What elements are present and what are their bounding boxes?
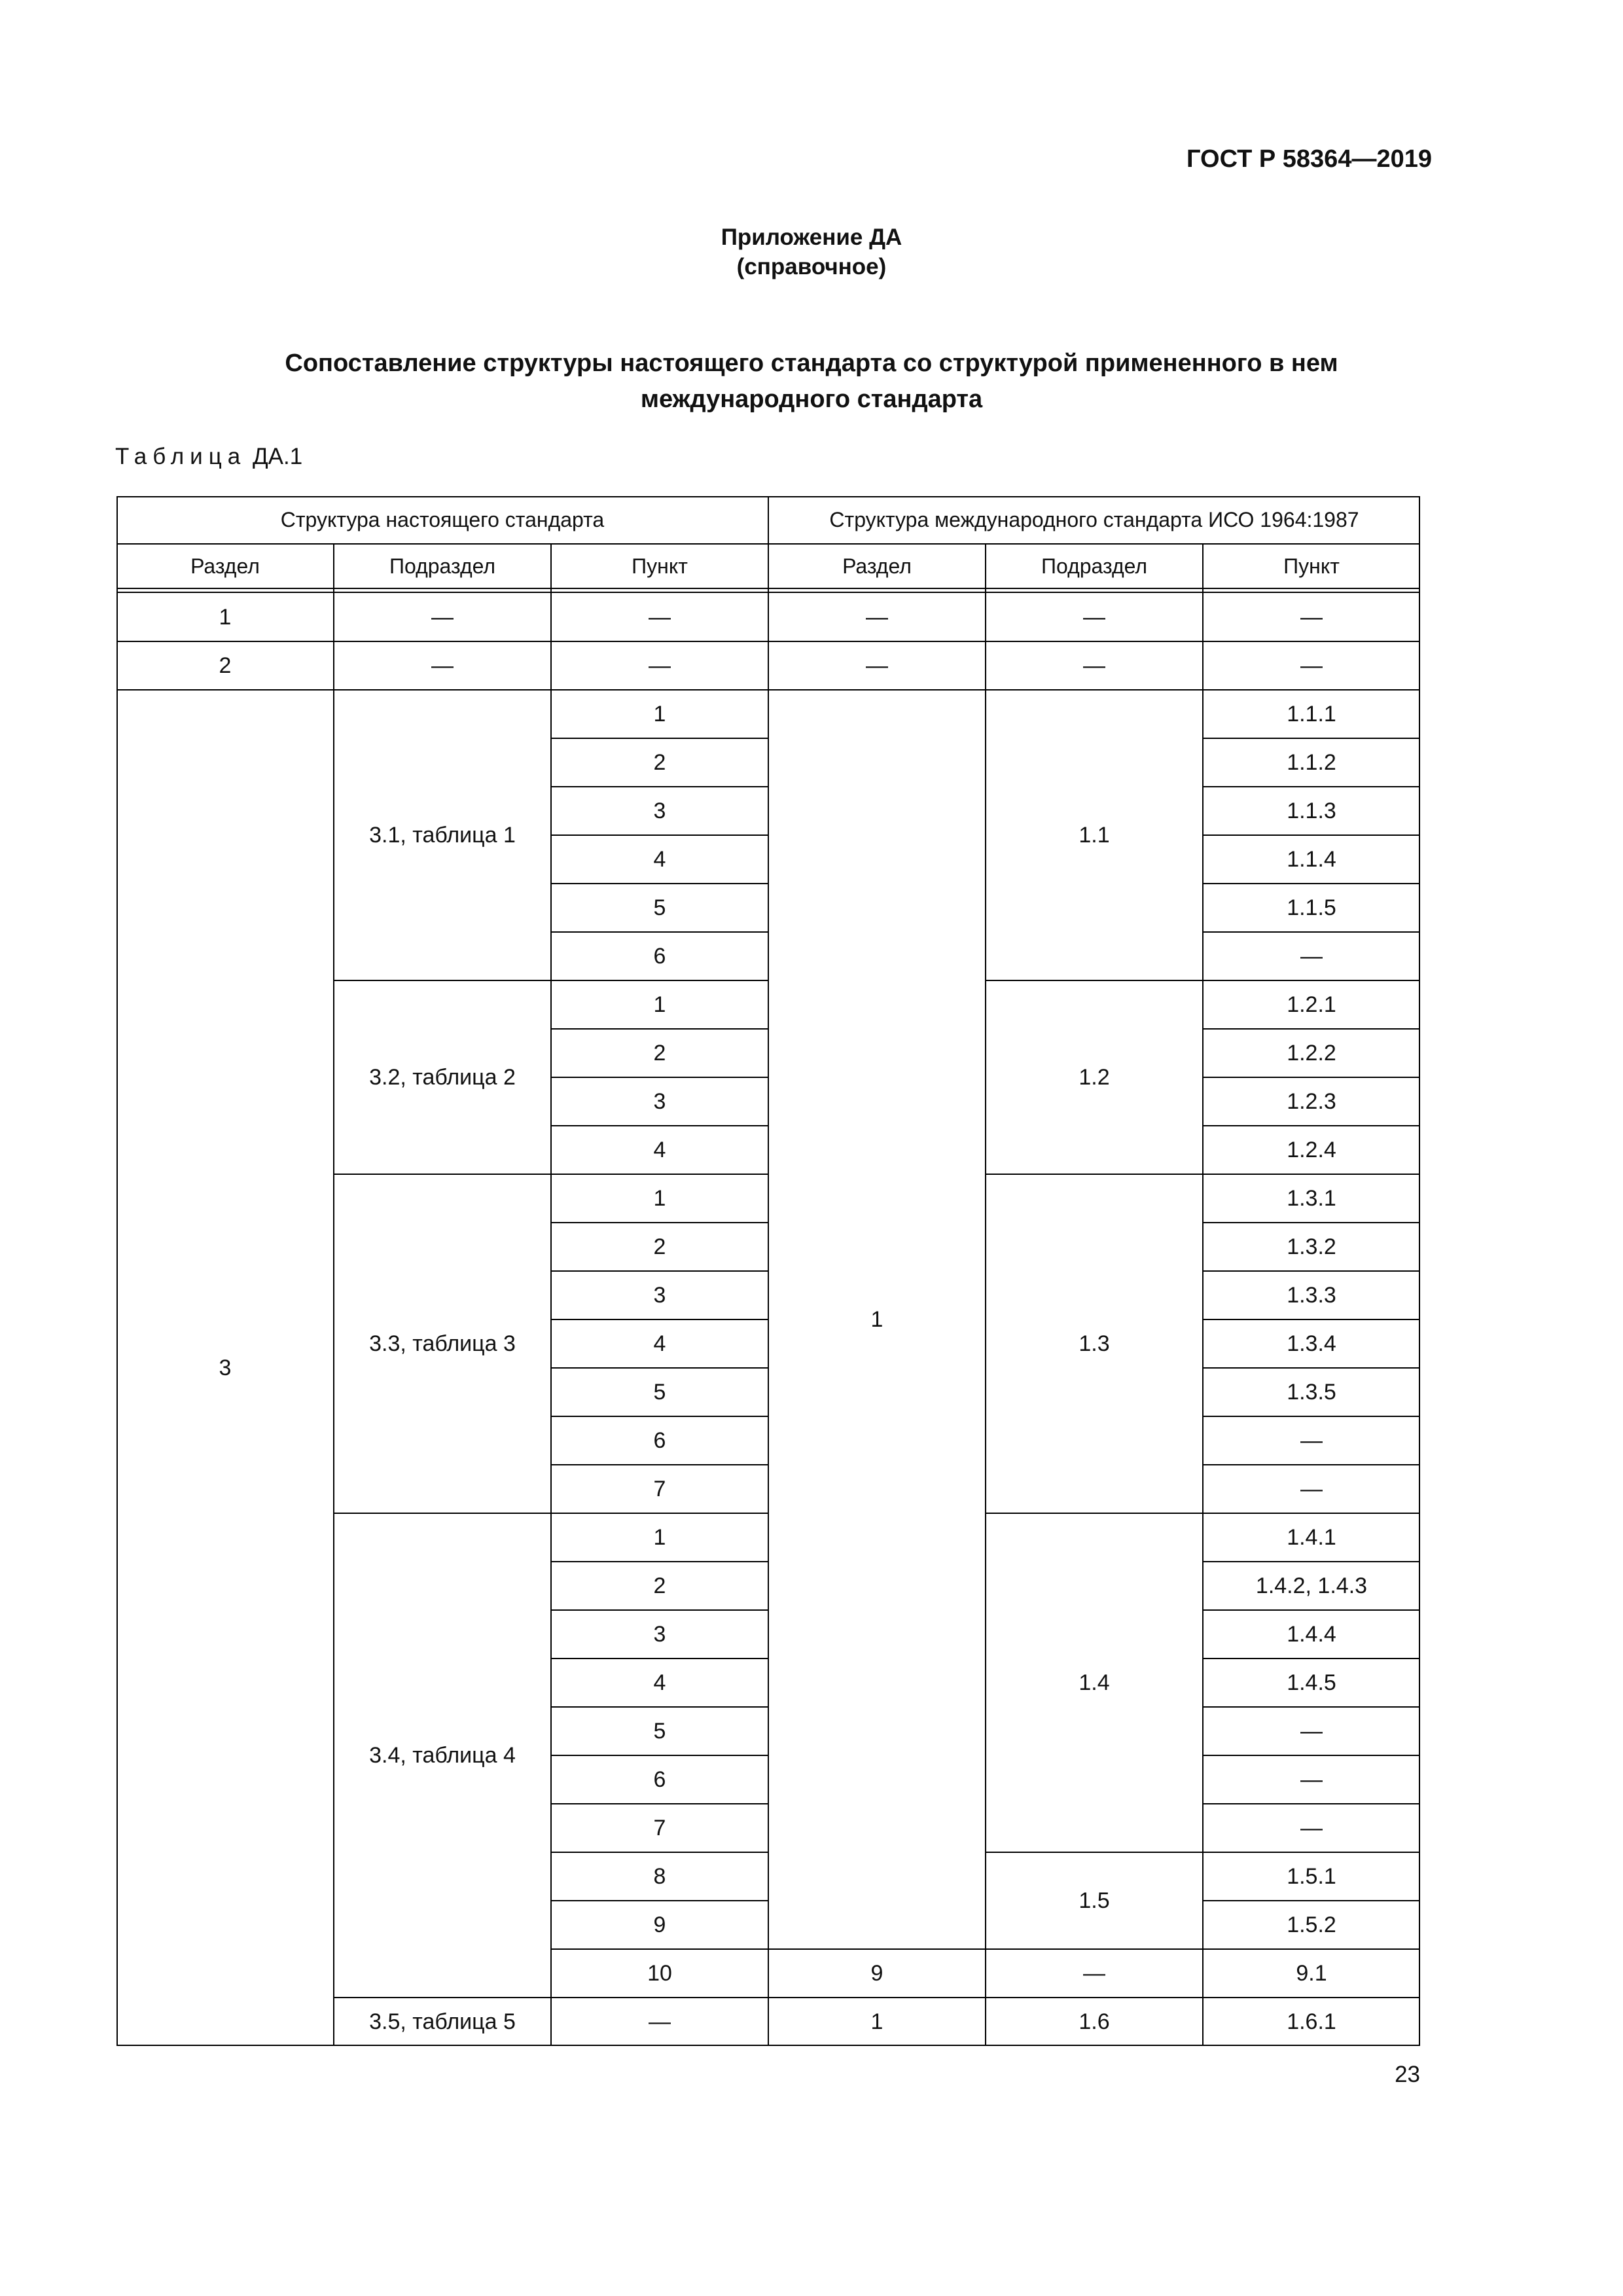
table-cell: 3 — [219, 1355, 232, 1380]
table-cell: 1 — [219, 604, 232, 630]
table-cell: — — [1083, 604, 1105, 630]
table-cell: 1.3 — [1079, 1331, 1110, 1356]
table-cell: — — [1300, 943, 1323, 969]
appendix-title: Приложение ДА — [721, 224, 902, 250]
table-cell: — — [649, 604, 671, 630]
column-header: Раздел — [190, 554, 260, 578]
table-cell: 1.2.3 — [1287, 1088, 1336, 1114]
group-header-international: Структура международного стандарта ИСО 1964:1987 — [829, 507, 1359, 531]
table-cell: 3 — [653, 1088, 666, 1114]
title-line-1: Сопоставление структуры настоящего стандарта со структурой примененного в нем — [285, 350, 1338, 377]
table-cell: 6 — [653, 1767, 666, 1792]
table-cell: 9 — [870, 1960, 883, 1986]
table-cell: — — [649, 653, 671, 678]
table-cell: 8 — [653, 1863, 666, 1889]
page-number: 23 — [1395, 2062, 1420, 2087]
table-cell: 5 — [653, 895, 666, 920]
column-header: Подраздел — [389, 554, 496, 578]
document-id: ГОСТ Р 58364—2019 — [1186, 145, 1432, 173]
table-rule — [116, 588, 1420, 589]
comparison-table — [116, 496, 1420, 2046]
table-cell: 1.3.1 — [1287, 1185, 1336, 1211]
table-cell: 1.1.5 — [1287, 895, 1336, 920]
table-cell: 4 — [653, 1670, 666, 1695]
table-cell: 3.1, таблица 1 — [369, 822, 516, 848]
column-header: Подраздел — [1041, 554, 1148, 578]
table-cell: 6 — [653, 943, 666, 969]
table-cell: 1.5.2 — [1287, 1912, 1336, 1937]
table-cell: 1 — [653, 701, 666, 726]
table-cell: — — [1300, 1718, 1323, 1744]
column-header: Раздел — [842, 554, 912, 578]
table-cell: 3 — [653, 798, 666, 823]
table-cell: 9 — [653, 1912, 666, 1937]
table-cell: 3.2, таблица 2 — [369, 1064, 516, 1090]
table-cell: 4 — [653, 846, 666, 872]
column-header: Пункт — [632, 554, 688, 578]
table-cell: 1 — [870, 1306, 883, 1332]
table-cell: 3.5, таблица 5 — [369, 2009, 516, 2034]
table-cell: 1.4.2, 1.4.3 — [1255, 1573, 1368, 1598]
table-cell: — — [431, 653, 454, 678]
table-cell: — — [1300, 1815, 1323, 1840]
table-cell: 1.4.4 — [1287, 1621, 1336, 1647]
table-cell: 1 — [653, 1524, 666, 1550]
table-cell: 1.1.1 — [1287, 701, 1336, 726]
table-cell: 1 — [870, 2009, 883, 2034]
table-cell: — — [1300, 1767, 1323, 1792]
table-cell: 3.4, таблица 4 — [369, 1742, 516, 1768]
table-cell: 1.1.4 — [1287, 846, 1336, 872]
table-cell: 6 — [653, 1427, 666, 1453]
table-cell: 1.4 — [1079, 1670, 1110, 1695]
table-cell: — — [1300, 604, 1323, 630]
table-cell: 1.2 — [1079, 1064, 1110, 1090]
table-cell: 3.3, таблица 3 — [369, 1331, 516, 1356]
table-cell: — — [1300, 653, 1323, 678]
table-cell: — — [649, 2009, 671, 2034]
table-cell: 1 — [653, 992, 666, 1017]
table-cell: 1.1 — [1079, 822, 1110, 848]
table-cell: 1.6 — [1079, 2009, 1110, 2034]
table-rule — [550, 543, 552, 593]
table-cell: 1.4.5 — [1287, 1670, 1336, 1695]
table-rule — [333, 543, 334, 593]
title-line-2: международного стандарта — [640, 386, 983, 413]
page-title — [0, 346, 1623, 418]
table-cell: 2 — [653, 1573, 666, 1598]
table-cell: — — [1300, 1427, 1323, 1453]
table-cell: 2 — [653, 1040, 666, 1066]
table-cell: 2 — [653, 749, 666, 775]
table-cell: 1.3.3 — [1287, 1282, 1336, 1308]
appendix-subtitle: (справочное) — [736, 254, 887, 279]
table-cell: 3 — [653, 1621, 666, 1647]
group-header-national: Структура настоящего стандарта — [280, 507, 605, 531]
table-cell: — — [1083, 1960, 1105, 1986]
table-cell: 1.1.3 — [1287, 798, 1336, 823]
table-cell: 2 — [219, 653, 232, 678]
table-cell: — — [431, 604, 454, 630]
table-cell: 1.1.2 — [1287, 749, 1336, 775]
table-cell: 1.3.5 — [1287, 1379, 1336, 1405]
table-cell: 1.6.1 — [1287, 2009, 1336, 2034]
table-cell: — — [866, 653, 888, 678]
table-caption — [115, 444, 302, 470]
table-caption-label: Таблица — [115, 444, 247, 469]
table-cell: 1.2.4 — [1287, 1137, 1336, 1162]
appendix-heading — [0, 223, 1623, 281]
table-cell: — — [1300, 1476, 1323, 1501]
table-cell: 1.3.4 — [1287, 1331, 1336, 1356]
table-cell: 10 — [647, 1960, 672, 1986]
table-cell: 4 — [653, 1331, 666, 1356]
table-cell: 1 — [653, 1185, 666, 1211]
table-cell: 5 — [653, 1718, 666, 1744]
table-cell: 1.2.1 — [1287, 992, 1336, 1017]
table-cell: 1.4.1 — [1287, 1524, 1336, 1550]
table-cell: — — [1083, 653, 1105, 678]
table-caption-number: ДА.1 — [252, 444, 303, 469]
table-cell: 7 — [653, 1476, 666, 1501]
table-cell: 3 — [653, 1282, 666, 1308]
table-rule — [1202, 543, 1204, 593]
table-rule — [985, 543, 986, 593]
table-cell: 7 — [653, 1815, 666, 1840]
table-cell: 4 — [653, 1137, 666, 1162]
table-cell: 9.1 — [1296, 1960, 1327, 1986]
table-cell: 5 — [653, 1379, 666, 1405]
column-header: Пункт — [1283, 554, 1340, 578]
table-cell: 1.5 — [1079, 1888, 1110, 1913]
table-cell: 1.3.2 — [1287, 1234, 1336, 1259]
table-cell: — — [866, 604, 888, 630]
table-cell: 1.2.2 — [1287, 1040, 1336, 1066]
table-cell: 1.5.1 — [1287, 1863, 1336, 1889]
table-cell: 2 — [653, 1234, 666, 1259]
